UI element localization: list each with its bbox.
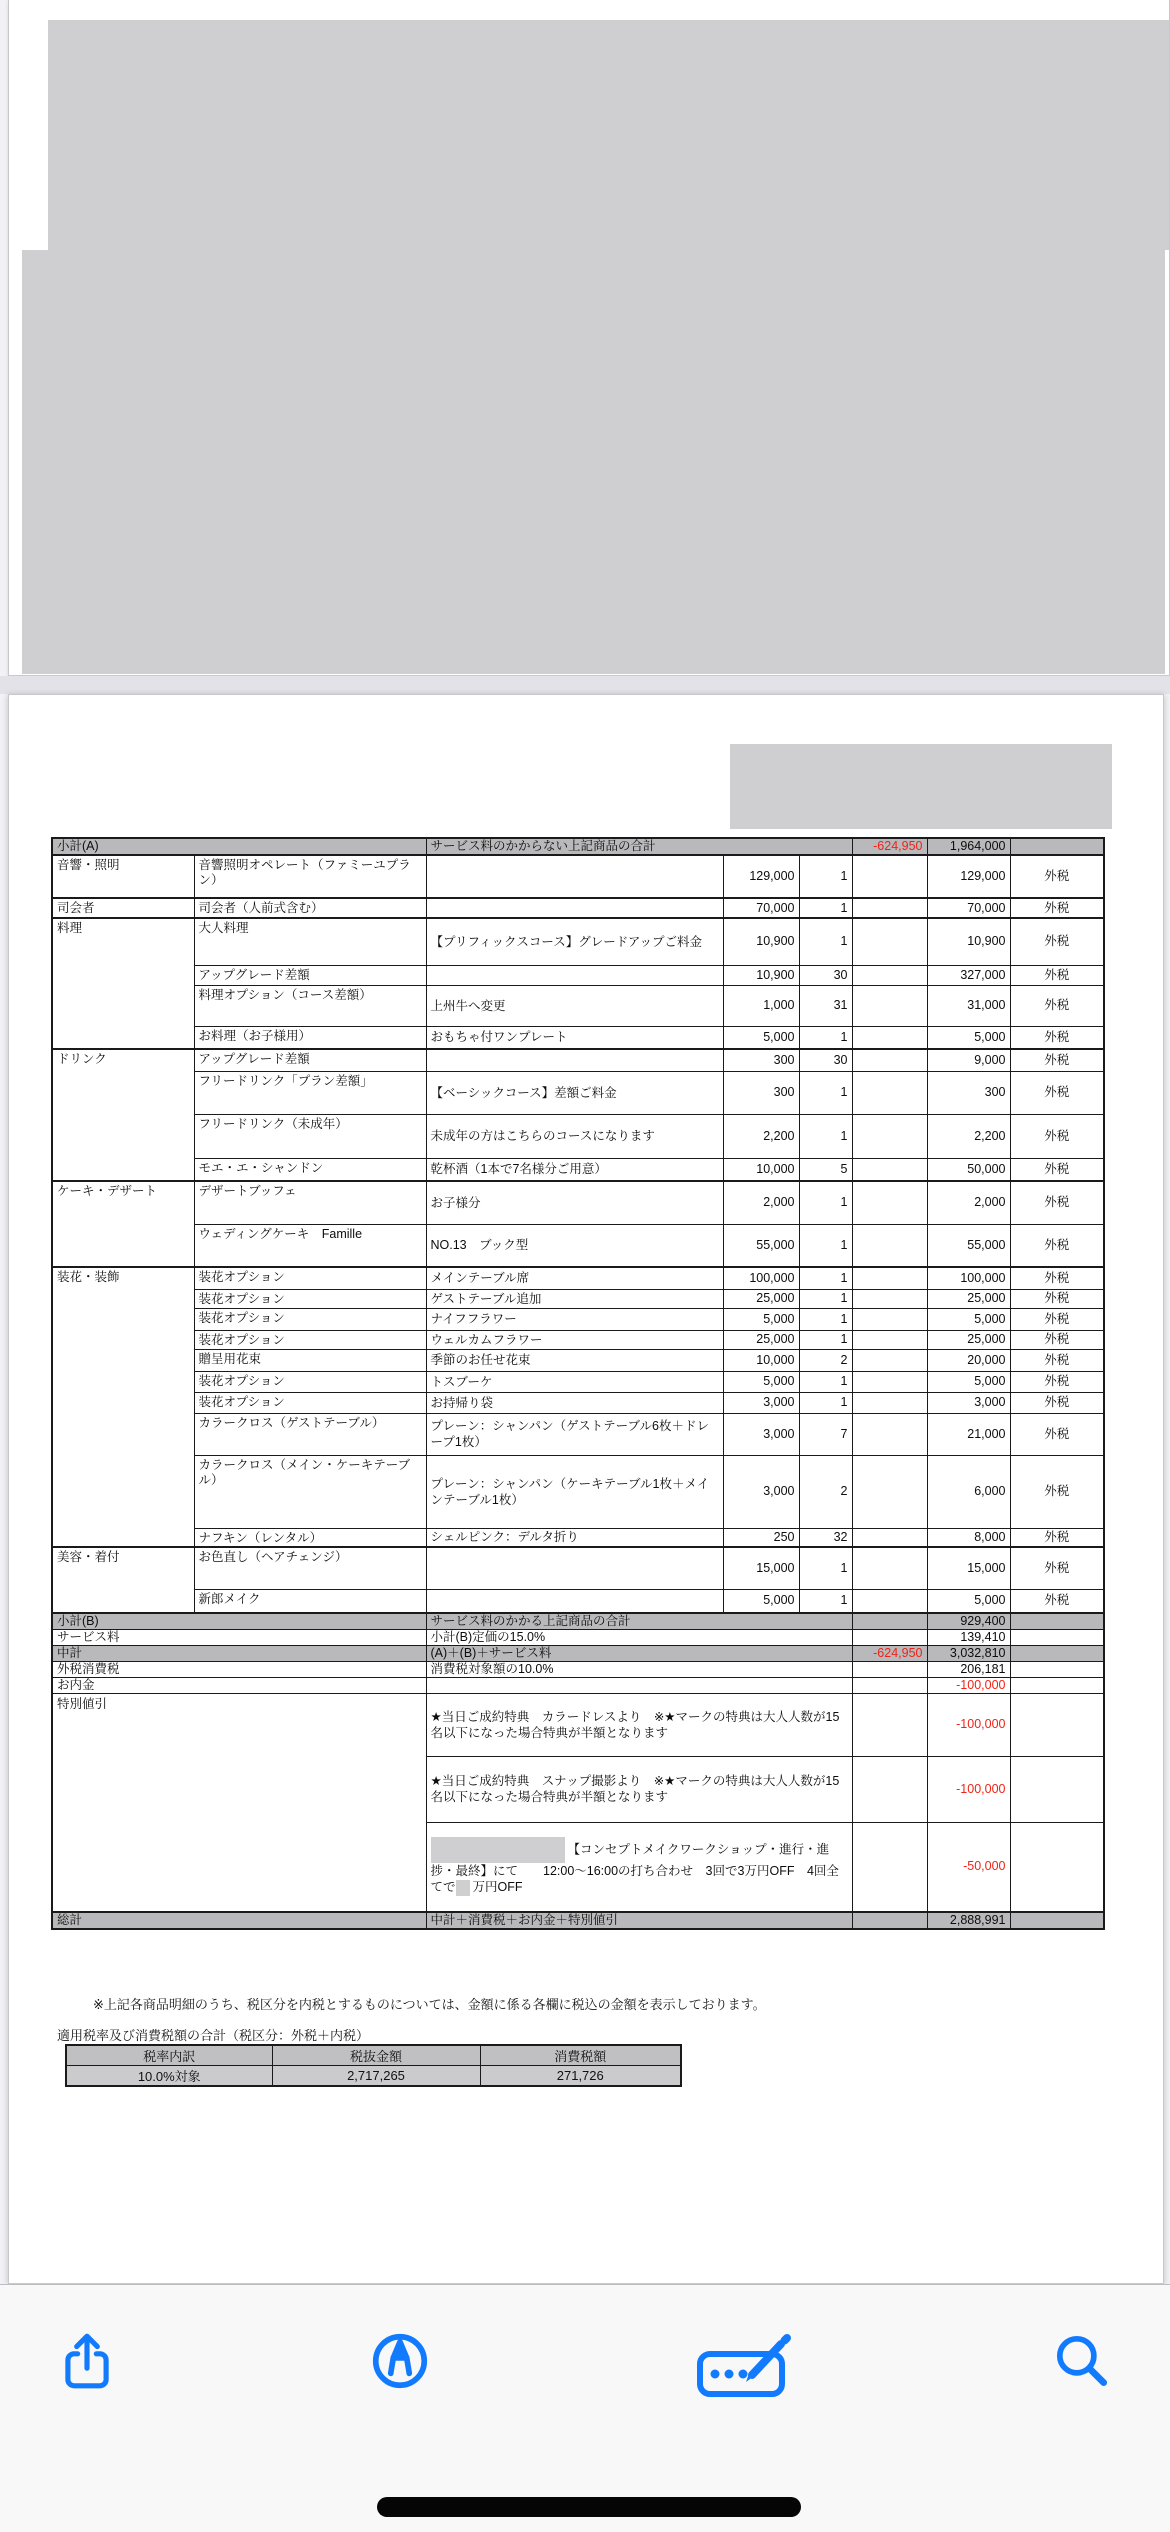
invoice-cell bbox=[852, 1267, 927, 1289]
invoice-cell: ドリンク bbox=[52, 1049, 194, 1181]
invoice-cell: お料理（お子様用） bbox=[194, 1026, 426, 1049]
invoice-cell: 1 bbox=[799, 898, 852, 918]
invoice-cell: 1 bbox=[799, 1181, 852, 1224]
tax-summary-cell: 271,726 bbox=[480, 2066, 681, 2087]
home-indicator[interactable] bbox=[377, 2497, 801, 2517]
invoice-row bbox=[52, 965, 1104, 985]
invoice-cell: トスブーケ bbox=[426, 1371, 723, 1392]
invoice-cell: サービス料 bbox=[52, 1629, 426, 1645]
invoice-row bbox=[52, 1912, 1104, 1929]
invoice-cell bbox=[1010, 838, 1104, 855]
tax-summary-row bbox=[66, 2066, 681, 2087]
invoice-cell: 10,900 bbox=[723, 918, 799, 965]
invoice-row bbox=[52, 1371, 1104, 1392]
invoice-cell bbox=[426, 1547, 723, 1590]
invoice-cell: 70,000 bbox=[723, 898, 799, 918]
invoice-cell: 31,000 bbox=[927, 985, 1010, 1026]
invoice-row bbox=[52, 1547, 1104, 1590]
invoice-cell: 料理オプション（コース差額） bbox=[194, 985, 426, 1026]
invoice-cell: 外税 bbox=[1010, 1308, 1104, 1330]
tax-summary-cell: 10.0%対象 bbox=[66, 2066, 272, 2087]
invoice-cell: 装花オプション bbox=[194, 1392, 426, 1413]
invoice-cell bbox=[852, 1661, 927, 1677]
invoice-cell: 季節のお任せ花束 bbox=[426, 1349, 723, 1371]
invoice-cell bbox=[852, 1455, 927, 1528]
tax-summary-header-cell: 消費税額 bbox=[480, 2045, 681, 2066]
invoice-cell: 2,200 bbox=[723, 1114, 799, 1158]
invoice-cell: 300 bbox=[927, 1071, 1010, 1114]
invoice-cell: 外税 bbox=[1010, 1267, 1104, 1289]
invoice-cell: 総計 bbox=[52, 1912, 426, 1929]
invoice-cell: 外税 bbox=[1010, 1371, 1104, 1392]
invoice-cell: 外税 bbox=[1010, 1114, 1104, 1158]
invoice-cell: 7 bbox=[799, 1413, 852, 1455]
invoice-cell: 10,000 bbox=[723, 1158, 799, 1181]
invoice-cell: 外税 bbox=[1010, 1224, 1104, 1267]
invoice-cell bbox=[852, 898, 927, 918]
invoice-cell: 装花オプション bbox=[194, 1289, 426, 1308]
invoice-cell: -100,000 bbox=[927, 1693, 1010, 1756]
invoice-row bbox=[52, 1308, 1104, 1330]
invoice-row bbox=[52, 1645, 1104, 1661]
invoice-cell: 外税 bbox=[1010, 1071, 1104, 1114]
invoice-cell: 1 bbox=[799, 1224, 852, 1267]
invoice-cell bbox=[852, 1756, 927, 1822]
invoice-cell: 装花・装飾 bbox=[52, 1267, 194, 1547]
invoice-cell: 139,410 bbox=[927, 1629, 1010, 1645]
invoice-cell: 外税 bbox=[1010, 918, 1104, 965]
invoice-cell bbox=[852, 1822, 927, 1912]
invoice-cell bbox=[1010, 1645, 1104, 1661]
invoice-cell: 小計(B) bbox=[52, 1613, 426, 1630]
invoice-footnote: ※上記各商品明細のうち、税区分を内税とするものについては、金額に係る各欄に税込の金額を表示しております。 bbox=[93, 1997, 766, 2012]
invoice-cell: 10,000 bbox=[723, 1349, 799, 1371]
invoice-cell: 外税 bbox=[1010, 1158, 1104, 1181]
invoice-row bbox=[52, 1613, 1104, 1630]
invoice-cell bbox=[852, 1181, 927, 1224]
invoice-cell: 外税 bbox=[1010, 1026, 1104, 1049]
invoice-cell bbox=[852, 1349, 927, 1371]
invoice-cell: 25,000 bbox=[927, 1289, 1010, 1308]
invoice-cell bbox=[852, 1049, 927, 1071]
invoice-row bbox=[52, 1224, 1104, 1267]
invoice-cell: 1 bbox=[799, 918, 852, 965]
invoice-cell: 外税 bbox=[1010, 1528, 1104, 1547]
redaction-block bbox=[48, 20, 1169, 250]
invoice-cell: 美容・着付 bbox=[52, 1547, 194, 1613]
invoice-cell: (A)＋(B)＋サービス料 bbox=[426, 1645, 852, 1661]
invoice-row bbox=[52, 1677, 1104, 1693]
invoice-cell: ウェディングケーキ Famille bbox=[194, 1224, 426, 1267]
invoice-row bbox=[52, 1289, 1104, 1308]
invoice-cell: お色直し（ヘアチェンジ） bbox=[194, 1547, 426, 1590]
invoice-row bbox=[52, 1349, 1104, 1371]
invoice-cell: 1,964,000 bbox=[927, 838, 1010, 855]
invoice-row bbox=[52, 1158, 1104, 1181]
markup-button[interactable] bbox=[368, 2329, 432, 2393]
invoice-cell bbox=[852, 1413, 927, 1455]
invoice-cell: 未成年の方はこちらのコースになります bbox=[426, 1114, 723, 1158]
invoice-cell: 装花オプション bbox=[194, 1371, 426, 1392]
invoice-cell: お子様分 bbox=[426, 1181, 723, 1224]
invoice-cell: 929,400 bbox=[927, 1613, 1010, 1630]
share-icon bbox=[55, 2329, 119, 2393]
invoice-cell: デザートブッフェ bbox=[194, 1181, 426, 1224]
invoice-cell bbox=[852, 1912, 927, 1929]
invoice-cell bbox=[852, 1026, 927, 1049]
invoice-cell: 3,000 bbox=[927, 1392, 1010, 1413]
invoice-cell: アップグレード差額 bbox=[194, 965, 426, 985]
invoice-cell: 3,000 bbox=[723, 1413, 799, 1455]
invoice-cell bbox=[852, 1547, 927, 1590]
invoice-cell: 100,000 bbox=[723, 1267, 799, 1289]
invoice-cell: -624,950 bbox=[852, 838, 927, 855]
invoice-row bbox=[52, 1661, 1104, 1677]
invoice-cell bbox=[1010, 1629, 1104, 1645]
invoice-cell: 外税 bbox=[1010, 898, 1104, 918]
invoice-cell: 1 bbox=[799, 1590, 852, 1613]
invoice-row bbox=[52, 898, 1104, 918]
invoice-cell: 30 bbox=[799, 1049, 852, 1071]
invoice-cell: 外税 bbox=[1010, 965, 1104, 985]
invoice-cell: 1 bbox=[799, 855, 852, 898]
invoice-cell: 1 bbox=[799, 1371, 852, 1392]
form-sign-icon bbox=[696, 2333, 796, 2397]
invoice-cell: 音響・照明 bbox=[52, 855, 194, 898]
invoice-cell: -624,950 bbox=[852, 1645, 927, 1661]
invoice-cell: カラークロス（メイン・ケーキテーブル） bbox=[194, 1455, 426, 1528]
invoice-cell: 20,000 bbox=[927, 1349, 1010, 1371]
invoice-cell bbox=[852, 1158, 927, 1181]
invoice-row bbox=[52, 918, 1104, 965]
invoice-cell: 5 bbox=[799, 1158, 852, 1181]
invoice-cell: 1 bbox=[799, 1267, 852, 1289]
invoice-cell: 贈呈用花束 bbox=[194, 1349, 426, 1371]
invoice-cell: 70,000 bbox=[927, 898, 1010, 918]
invoice-cell: 外税消費税 bbox=[52, 1661, 426, 1677]
invoice-cell bbox=[426, 898, 723, 918]
invoice-cell: 外税 bbox=[1010, 1049, 1104, 1071]
invoice-cell bbox=[852, 1590, 927, 1613]
invoice-cell: 2 bbox=[799, 1455, 852, 1528]
invoice-cell bbox=[852, 855, 927, 898]
invoice-cell bbox=[1010, 1912, 1104, 1929]
invoice-cell: 【ベーシックコース】差額ご料金 bbox=[426, 1071, 723, 1114]
invoice-cell: 5,000 bbox=[927, 1308, 1010, 1330]
invoice-cell: -50,000 bbox=[927, 1822, 1010, 1912]
invoice-cell: 2 bbox=[799, 1349, 852, 1371]
tax-summary-header-cell: 税抜金額 bbox=[272, 2045, 480, 2066]
invoice-cell: 外税 bbox=[1010, 1349, 1104, 1371]
invoice-cell: ★当日ご成約特典 カラードレスより ※★マークの特典は大人人数が15名以下になった場合特典が半額となります bbox=[426, 1693, 852, 1756]
invoice-cell bbox=[1010, 1613, 1104, 1630]
invoice-cell bbox=[852, 1693, 927, 1756]
invoice-cell: 特別値引 bbox=[52, 1693, 426, 1912]
invoice-row bbox=[52, 1071, 1104, 1114]
invoice-cell bbox=[852, 1677, 927, 1693]
invoice-cell: サービス料のかかる上記商品の合計 bbox=[426, 1613, 852, 1630]
invoice-cell bbox=[852, 918, 927, 965]
invoice-row bbox=[52, 1267, 1104, 1289]
invoice-cell: プレーン：シャンパン（ケーキテーブル1枚＋メインテーブル1枚） bbox=[426, 1455, 723, 1528]
invoice-row bbox=[52, 1392, 1104, 1413]
invoice-cell: モエ・エ・シャンドン bbox=[194, 1158, 426, 1181]
invoice-cell: NO.13 ブック型 bbox=[426, 1224, 723, 1267]
invoice-cell: 206,181 bbox=[927, 1661, 1010, 1677]
invoice-cell: 300 bbox=[723, 1049, 799, 1071]
invoice-row bbox=[52, 1629, 1104, 1645]
invoice-cell bbox=[852, 1224, 927, 1267]
invoice-cell bbox=[852, 1613, 927, 1630]
invoice-cell: 21,000 bbox=[927, 1413, 1010, 1455]
invoice-cell bbox=[852, 1392, 927, 1413]
invoice-row bbox=[52, 1330, 1104, 1349]
invoice-cell: 1 bbox=[799, 1114, 852, 1158]
invoice-cell: 外税 bbox=[1010, 985, 1104, 1026]
invoice-cell bbox=[1010, 1756, 1104, 1822]
invoice-cell: 50,000 bbox=[927, 1158, 1010, 1181]
invoice-cell: サービス料のかからない上記商品の合計 bbox=[426, 838, 852, 855]
invoice-cell: 3,000 bbox=[723, 1455, 799, 1528]
invoice-cell bbox=[1010, 1822, 1104, 1912]
invoice-cell: 5,000 bbox=[927, 1590, 1010, 1613]
invoice-cell: 1 bbox=[799, 1392, 852, 1413]
invoice-cell: 【プリフィックスコース】グレードアップご料金 bbox=[426, 918, 723, 965]
share-button[interactable] bbox=[55, 2329, 119, 2393]
invoice-cell: 司会者（人前式含む） bbox=[194, 898, 426, 918]
invoice-cell: 【コンセプトメイクワークショップ・進行・進捗・最終】にて 12:00～16:00の打ち合わせ 3回で3万円OFF 4回全てで 万円OFF bbox=[426, 1822, 852, 1912]
invoice-row bbox=[52, 1026, 1104, 1049]
markup-pen-icon bbox=[368, 2329, 432, 2393]
redaction-box bbox=[431, 1837, 565, 1863]
invoice-cell: 31 bbox=[799, 985, 852, 1026]
invoice-cell: 外税 bbox=[1010, 1455, 1104, 1528]
invoice-cell: 10,900 bbox=[723, 965, 799, 985]
invoice-cell: 5,000 bbox=[927, 1026, 1010, 1049]
invoice-cell: 2,200 bbox=[927, 1114, 1010, 1158]
invoice-cell: 音響照明オペレート（ファミーユプラン） bbox=[194, 855, 426, 898]
invoice-cell bbox=[426, 855, 723, 898]
invoice-cell: 外税 bbox=[1010, 1181, 1104, 1224]
invoice-cell bbox=[852, 1629, 927, 1645]
invoice-cell: 5,000 bbox=[927, 1371, 1010, 1392]
invoice-cell bbox=[426, 1677, 852, 1693]
signature-button[interactable] bbox=[696, 2333, 796, 2397]
invoice-cell: -100,000 bbox=[927, 1677, 1010, 1693]
invoice-cell: 外税 bbox=[1010, 1330, 1104, 1349]
invoice-cell bbox=[426, 1049, 723, 1071]
invoice-cell: カラークロス（ゲストテーブル） bbox=[194, 1413, 426, 1455]
invoice-cell: 外税 bbox=[1010, 1413, 1104, 1455]
invoice-cell: 1 bbox=[799, 1026, 852, 1049]
invoice-cell: 25,000 bbox=[927, 1330, 1010, 1349]
invoice-cell: 1,000 bbox=[723, 985, 799, 1026]
invoice-cell: 1 bbox=[799, 1308, 852, 1330]
invoice-cell bbox=[852, 1528, 927, 1547]
invoice-cell: 100,000 bbox=[927, 1267, 1010, 1289]
invoice-cell: ウェルカムフラワー bbox=[426, 1330, 723, 1349]
invoice-cell: 32 bbox=[799, 1528, 852, 1547]
pdf-page-current bbox=[8, 694, 1164, 2284]
invoice-cell: 上州牛へ変更 bbox=[426, 985, 723, 1026]
invoice-cell: 中計＋消費税＋お内金＋特別値引 bbox=[426, 1912, 852, 1929]
invoice-cell: フリードリンク（未成年） bbox=[194, 1114, 426, 1158]
invoice-cell: 外税 bbox=[1010, 1289, 1104, 1308]
invoice-cell: アップグレード差額 bbox=[194, 1049, 426, 1071]
invoice-cell: 9,000 bbox=[927, 1049, 1010, 1071]
invoice-cell bbox=[426, 1590, 723, 1613]
invoice-cell bbox=[852, 1308, 927, 1330]
tax-summary-cell: 2,717,265 bbox=[272, 2066, 480, 2087]
pdf-page-previous bbox=[8, 0, 1170, 676]
invoice-cell bbox=[852, 965, 927, 985]
redaction-block bbox=[22, 250, 1165, 674]
invoice-cell: 30 bbox=[799, 965, 852, 985]
invoice-cell: 129,000 bbox=[927, 855, 1010, 898]
invoice-cell: 5,000 bbox=[723, 1308, 799, 1330]
invoice-cell: 3,032,810 bbox=[927, 1645, 1010, 1661]
invoice-cell: 2,888,991 bbox=[927, 1912, 1010, 1929]
invoice-row bbox=[52, 1049, 1104, 1071]
invoice-cell: メインテーブル席 bbox=[426, 1267, 723, 1289]
invoice-cell: 250 bbox=[723, 1528, 799, 1547]
invoice-row bbox=[52, 1114, 1104, 1158]
invoice-cell: ナフキン（レンタル） bbox=[194, 1528, 426, 1547]
invoice-cell: お持帰り袋 bbox=[426, 1392, 723, 1413]
invoice-cell bbox=[1010, 1693, 1104, 1756]
invoice-cell: 外税 bbox=[1010, 855, 1104, 898]
invoice-cell: ケーキ・デザート bbox=[52, 1181, 194, 1267]
invoice-cell: シェルピンク：デルタ折り bbox=[426, 1528, 723, 1547]
quicklook-toolbar bbox=[0, 2284, 1170, 2532]
invoice-cell: 外税 bbox=[1010, 1590, 1104, 1613]
invoice-cell: 5,000 bbox=[723, 1026, 799, 1049]
invoice-cell: 5,000 bbox=[723, 1590, 799, 1613]
invoice-cell: 300 bbox=[723, 1071, 799, 1114]
invoice-cell: 129,000 bbox=[723, 855, 799, 898]
invoice-cell: 55,000 bbox=[723, 1224, 799, 1267]
invoice-table bbox=[51, 837, 1105, 1930]
invoice-cell: 2,000 bbox=[723, 1181, 799, 1224]
invoice-cell: 小計(B)定価の15.0% bbox=[426, 1629, 852, 1645]
invoice-cell bbox=[852, 1114, 927, 1158]
invoice-row bbox=[52, 855, 1104, 898]
invoice-cell: 5,000 bbox=[723, 1371, 799, 1392]
tax-summary-header-row bbox=[66, 2045, 681, 2066]
invoice-cell: 327,000 bbox=[927, 965, 1010, 985]
invoice-row bbox=[52, 1528, 1104, 1547]
invoice-cell: プレーン：シャンパン（ゲストテーブル6枚＋ドレープ1枚） bbox=[426, 1413, 723, 1455]
redaction-block-header bbox=[730, 744, 1112, 829]
invoice-cell: 2,000 bbox=[927, 1181, 1010, 1224]
invoice-cell: 55,000 bbox=[927, 1224, 1010, 1267]
invoice-cell: ★当日ご成約特典 スナップ撮影より ※★マークの特典は大人人数が15名以下になった場合特典が半額となります bbox=[426, 1756, 852, 1822]
tax-summary-table bbox=[65, 2044, 682, 2087]
invoice-cell: 15,000 bbox=[723, 1547, 799, 1590]
invoice-cell: 消費税対象額の10.0% bbox=[426, 1661, 852, 1677]
invoice-cell: 6,000 bbox=[927, 1455, 1010, 1528]
invoice-cell: お内金 bbox=[52, 1677, 426, 1693]
invoice-cell bbox=[852, 1071, 927, 1114]
invoice-cell: 3,000 bbox=[723, 1392, 799, 1413]
invoice-cell: 1 bbox=[799, 1289, 852, 1308]
tax-summary-header-cell: 税率内訳 bbox=[66, 2045, 272, 2066]
invoice-row bbox=[52, 1181, 1104, 1224]
invoice-cell: 装花オプション bbox=[194, 1308, 426, 1330]
invoice-cell: 外税 bbox=[1010, 1547, 1104, 1590]
invoice-cell: 中計 bbox=[52, 1645, 426, 1661]
search-icon bbox=[1050, 2329, 1114, 2393]
invoice-cell: 8,000 bbox=[927, 1528, 1010, 1547]
invoice-cell bbox=[426, 965, 723, 985]
invoice-cell: 外税 bbox=[1010, 1392, 1104, 1413]
invoice-cell: 10,900 bbox=[927, 918, 1010, 965]
invoice-cell: 装花オプション bbox=[194, 1267, 426, 1289]
page-gap bbox=[0, 676, 1170, 694]
invoice-cell bbox=[852, 1371, 927, 1392]
invoice-cell bbox=[1010, 1677, 1104, 1693]
invoice-row bbox=[52, 1693, 1104, 1756]
invoice-cell bbox=[852, 985, 927, 1026]
invoice-cell: おもちゃ付ワンプレート bbox=[426, 1026, 723, 1049]
invoice-cell: 1 bbox=[799, 1547, 852, 1590]
invoice-cell bbox=[852, 1289, 927, 1308]
invoice-cell: 小計(A) bbox=[52, 838, 426, 855]
invoice-cell: 料理 bbox=[52, 918, 194, 1049]
search-button[interactable] bbox=[1050, 2329, 1114, 2393]
invoice-row bbox=[52, 1455, 1104, 1528]
invoice-cell: 25,000 bbox=[723, 1330, 799, 1349]
invoice-row bbox=[52, 1413, 1104, 1455]
invoice-row bbox=[52, 1590, 1104, 1613]
invoice-cell: 15,000 bbox=[927, 1547, 1010, 1590]
invoice-cell: 1 bbox=[799, 1330, 852, 1349]
redaction-box bbox=[456, 1880, 470, 1896]
invoice-cell: ナイフフラワー bbox=[426, 1308, 723, 1330]
invoice-cell bbox=[852, 1330, 927, 1349]
invoice-cell: 乾杯酒（1本で7名様分ご用意） bbox=[426, 1158, 723, 1181]
invoice-cell: 装花オプション bbox=[194, 1330, 426, 1349]
invoice-cell bbox=[1010, 1661, 1104, 1677]
invoice-row bbox=[52, 985, 1104, 1026]
tax-summary-title: 適用税率及び消費税額の合計（税区分：外税＋内税） bbox=[57, 2028, 370, 2043]
invoice-cell: 司会者 bbox=[52, 898, 194, 918]
invoice-cell: 新郎メイク bbox=[194, 1590, 426, 1613]
invoice-cell: ゲストテーブル追加 bbox=[426, 1289, 723, 1308]
invoice-row bbox=[52, 838, 1104, 855]
invoice-cell: フリードリンク「プラン差額」 bbox=[194, 1071, 426, 1114]
invoice-cell: 1 bbox=[799, 1071, 852, 1114]
invoice-cell: 25,000 bbox=[723, 1289, 799, 1308]
invoice-cell: 大人料理 bbox=[194, 918, 426, 965]
invoice-cell: -100,000 bbox=[927, 1756, 1010, 1822]
